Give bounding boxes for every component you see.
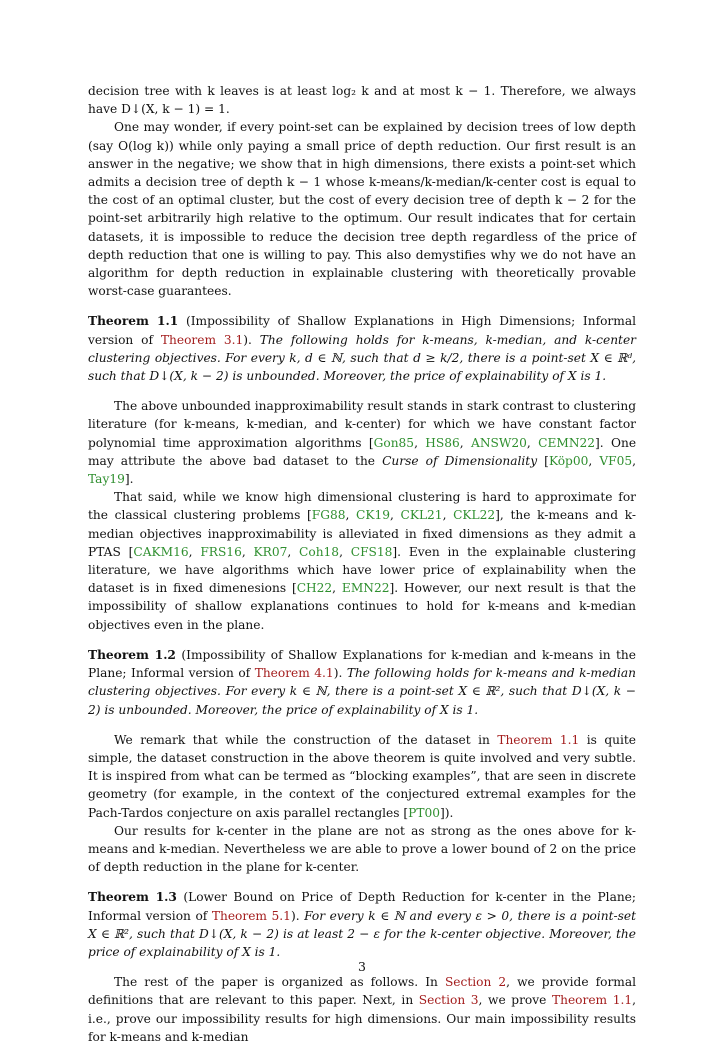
text-run: ], the k-means and k-median objectives inapproximability is alleviated in fixed dimensions as they admit a PTAS [ <box>88 508 637 559</box>
text-run: The above unbounded inapproximability result stands in stark contrast to clustering literature (for k-means, k-median, and k-center) for which we have constant factor polynomial time approximation algorithms [ <box>88 399 636 450</box>
paragraph-organization <box>88 973 636 1046</box>
paragraph-k-center: Our results for k-center in the plane are not as strong as the ones above for k-means and k-median. Nevertheless we are able to prove a lower bound of 2 on the price of depth reduction in the plane for k-center. <box>88 823 636 875</box>
theorem-1-2 <box>88 646 636 719</box>
citation-link[interactable]: VF05 <box>599 453 633 468</box>
paragraph-continuation: decision tree with k leaves is at least log₂ k and at most k − 1. Therefore, we always have D↓(X, k − 1) = 1. <box>88 84 636 117</box>
theorem-1-3 <box>88 888 636 961</box>
emphasis-phrase: Curse of Dimensionality <box>382 453 538 468</box>
paragraph-depth-question: One may wonder, if every point-set can be explained by decision trees of low depth (say O(log k)) while only paying a small price of depth reduction. Our first result is an answer in the negative; we show that in high dimensions, there exists a point-set which admits a decision tree of depth k − 1 whose k-means/k-median/k-center cost is equal to the cost of an optimal cluster, but the cost of every decision tree of depth k − 2 for the point-set arbitrarily high relative to the optimum. Our result indicates that for certain datasets, it is impossible to reduce the decision tree depth regardless of the price of depth reduction that one is willing to pay. This also demystifies why we do not have an algorithm for depth reduction in explainable clustering with theoretically provable worst-case guarantees. <box>88 120 636 299</box>
citation-link[interactable]: CEMN22 <box>538 435 595 450</box>
citation-link[interactable]: KR07 <box>253 544 288 559</box>
citation-link[interactable]: PT00 <box>408 805 440 820</box>
theorem-title: (Impossibility of Shallow Explanations for k-median and k-means in the Plane; Informal version of <box>88 647 636 681</box>
theorem-statement: The following holds for k-means and k-median clustering objectives. For every k ∈ ℕ, there is a point-set X ∈ ℝ², such that D↓(X, k − 2) is unbounded. Moreover, the price of explainability of X is 1. <box>88 666 636 717</box>
paragraph-unbounded-result: The above unbounded inapproximability result stands in stark contrast to clustering literature (for k-means, k-median, and k-center) for which we have constant factor polynomial time approximation algorithms [Gon85, HS86, ANSW20, CEMN22]. One may attribute the above bad dataset to the Curse of Dimensionality [Köp00, VF05, Tay19]. <box>88 399 637 487</box>
theorem-statement: For every k ∈ ℕ and every ε > 0, there is a point-set X ∈ ℝ², such that D↓(X, k − 2) is at least 2 − ε for the k-center objective. Moreover, the price of explainability of X is 1. <box>88 908 636 959</box>
text-run: ]). <box>440 805 454 820</box>
theorem-label: Theorem 1.1 <box>88 314 179 329</box>
theorem-1-1 <box>88 312 636 385</box>
theorem-link[interactable]: Theorem 1.1 <box>551 993 633 1008</box>
text-run: ]. One may attribute the above bad dataset to the <box>88 435 637 468</box>
text-run: ]. Even in the explainable clustering literature, we have algorithms which have lower price of explainability when the dataset is in fixed dimenesions [ <box>88 544 637 596</box>
text-run: The rest of the paper is organized as follows. In <box>114 975 445 990</box>
paper-body <box>88 82 636 1046</box>
citation-link[interactable]: Gon85 <box>373 435 415 450</box>
text-run: That said, while we know high dimensional clustering is hard to approximate for the classical clustering problems [ <box>88 490 636 523</box>
text-run: , we prove <box>478 993 552 1008</box>
page-number: 3 <box>358 959 366 974</box>
citation-link[interactable]: CKL22 <box>453 508 496 523</box>
citation-link[interactable]: CFS18 <box>350 544 393 559</box>
theorem-label: Theorem 1.2 <box>88 647 176 662</box>
citation-link[interactable]: FG88 <box>311 508 346 523</box>
theorem-label: Theorem 1.3 <box>88 890 177 905</box>
theorem-link[interactable]: Theorem 4.1 <box>254 666 334 681</box>
text-run: , we provide formal definitions that are relevant to this paper. Next, in <box>88 975 636 1008</box>
text-run: is quite simple, the dataset construction in the above theorem is quite involved and very subtle. It is inspired from what can be termed as “blocking examples”, that are seen in discrete geometry (for example, in the context of the conjectured extremal examples for the Pach-Tardos conjecture on axis parallel rectangles [ <box>88 732 636 820</box>
citation-link[interactable]: CKL21 <box>400 508 443 523</box>
section-link[interactable]: Section 2 <box>444 975 507 990</box>
theorem-title: (Impossibility of Shallow Explanations in High Dimensions; Informal version of <box>88 314 636 347</box>
citation-link[interactable]: CK19 <box>356 508 390 523</box>
theorem-statement: The following holds for k-means, k-median, and k-center clustering objectives. For every k, d ∈ ℕ, such that d ≥ k/2, there is a point-set X ∈ ℝᵈ, such that D↓(X, k − 2) is unbounded. Moreover, the price of explainability of X is 1. <box>88 332 636 384</box>
theorem-title: (Lower Bound on Price of Depth Reduction for k-center in the Plane; Informal version of <box>88 890 636 923</box>
theorem-title-end: ). <box>290 908 305 923</box>
paragraph-blocking-examples <box>88 731 636 822</box>
citation-link[interactable]: Coh18 <box>299 544 340 559</box>
text-run: [ <box>537 453 549 468</box>
theorem-link[interactable]: Theorem 1.1 <box>497 732 580 747</box>
paragraph-fixed-dimensions: That said, while we know high dimensional clustering is hard to approximate for the classical clustering problems [FG88, CK19, CKL21, CKL22], the k-means and k-median objectives inapproximability is alleviated in fixed dimensions as they admit a PTAS [CAKM16, FRS16, KR07, Coh18, CFS18]. Even in the explainable clustering literature, we have algorithms which have lower price of explainability when the dataset is in fixed dimenesions [CH22, EMN22]. However, our next result is that the impossibility of shallow explanations continues to hold for k-means and k-median objectives even in the plane. <box>88 490 637 632</box>
text-run: ]. However, our next result is that the impossibility of shallow explanations continues to hold for k-means and k-median objectives even in the plane. <box>88 581 637 632</box>
citation-link[interactable]: Köp00 <box>548 453 589 468</box>
citation-link[interactable]: CAKM16 <box>133 544 189 559</box>
section-link[interactable]: Section 3 <box>418 993 479 1008</box>
citation-link[interactable]: ANSW20 <box>471 435 527 450</box>
theorem-link[interactable]: Theorem 3.1 <box>160 332 244 347</box>
theorem-title-end: ). <box>243 332 260 347</box>
citation-link[interactable]: Tay19 <box>88 472 125 487</box>
theorem-title-end: ). <box>333 666 347 681</box>
text-run: We remark that while the construction of the dataset in <box>114 732 498 747</box>
citation-link[interactable]: CH22 <box>296 581 333 596</box>
citation-link[interactable]: HS86 <box>425 435 460 450</box>
theorem-link[interactable]: Theorem 5.1 <box>211 908 291 923</box>
citation-link[interactable]: FRS16 <box>200 544 242 559</box>
citation-link[interactable]: EMN22 <box>341 581 390 596</box>
text-run: , i.e., prove our impossibility results for high dimensions. Our main impossibility results for k-means and k-median <box>88 993 636 1044</box>
text-run: ]. <box>124 472 134 487</box>
